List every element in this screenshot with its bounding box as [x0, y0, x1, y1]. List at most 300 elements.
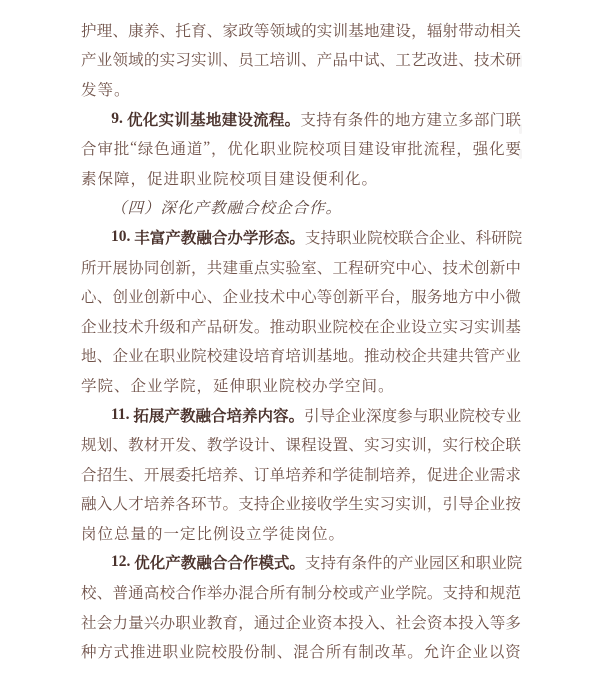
text-segment: 混 — [238, 585, 254, 603]
text-segment: 入 — [363, 614, 380, 632]
text-segment: 导 — [458, 496, 474, 514]
text-segment: 员 — [238, 52, 254, 70]
text-segment: 会 — [411, 614, 427, 632]
text-segment: 实 — [316, 22, 333, 40]
text-segment: 业 — [491, 555, 507, 573]
text-segment: 本 — [442, 614, 459, 632]
text-segment: 术 — [269, 289, 286, 307]
text-segment: 产 — [363, 585, 380, 603]
text-segment: 合 — [227, 555, 243, 573]
text-segment: 动 — [285, 318, 301, 336]
text-segment: 创 — [473, 259, 490, 277]
text-segment: 订 — [253, 466, 270, 484]
text-segment: 色 — [154, 141, 170, 159]
text-segment: 设 — [395, 22, 411, 40]
text-segment: 、 — [222, 52, 238, 70]
text-segment: ， — [395, 289, 411, 307]
text-segment: 、 — [379, 614, 396, 632]
text-segment: 、 — [206, 22, 223, 40]
text-segment: 专 — [490, 407, 506, 425]
text-segment: 12. — [111, 553, 135, 571]
text-segment: 院 — [506, 555, 523, 573]
text-segment: 通 — [170, 141, 187, 159]
text-segment: 艺 — [411, 52, 427, 70]
text-segment: 建 — [222, 259, 238, 277]
scan-artifact — [519, 124, 522, 134]
text-segment: 台 — [379, 289, 396, 307]
text-segment: 研 — [222, 318, 238, 336]
text-segment: （四）深化产教融合校企合作。 — [111, 200, 343, 218]
text-segment: 通 — [253, 614, 270, 632]
text-line — [81, 518, 521, 548]
text-segment: 资 — [426, 614, 443, 632]
text-segment: 拓 — [133, 407, 149, 425]
text-segment: 中 — [175, 289, 191, 307]
text-segment: 实 — [442, 318, 459, 336]
text-segment: 托 — [191, 466, 207, 484]
text-segment: 辐 — [426, 22, 443, 40]
text-segment: 发 — [175, 437, 191, 455]
text-segment: 各 — [175, 496, 191, 514]
text-segment: 、 — [112, 437, 128, 455]
text-segment: 程 — [348, 259, 364, 277]
text-segment: 中 — [348, 52, 364, 70]
text-segment: 混 — [293, 644, 309, 662]
text-segment: 审 — [97, 141, 113, 159]
text-segment: 引 — [442, 496, 459, 514]
text-segment: 化 — [489, 141, 505, 159]
text-segment: 开 — [143, 466, 160, 484]
text-segment: 训 — [332, 22, 349, 40]
text-segment: 带 — [458, 22, 474, 40]
text-segment: 持 — [316, 111, 332, 129]
text-segment: 课 — [285, 437, 301, 455]
text-segment: 养 — [395, 466, 411, 484]
text-segment: 融 — [195, 407, 211, 425]
text-segment: 批 — [113, 141, 130, 159]
text-segment: 企 — [458, 466, 474, 484]
text-segment: 持 — [253, 496, 270, 514]
text-segment: 和 — [473, 585, 490, 603]
text-segment: 室 — [301, 259, 317, 277]
text-segment: 点 — [253, 259, 270, 277]
text-segment: 高 — [143, 585, 160, 603]
text-segment: 、 — [96, 289, 113, 307]
text-segment: 校 — [81, 585, 97, 603]
text-segment: 态 — [273, 229, 290, 247]
text-segment: 职 — [159, 348, 176, 366]
text-segment: 育 — [269, 348, 286, 366]
text-segment: 实 — [473, 318, 490, 336]
text-segment: 习 — [379, 437, 396, 455]
text-segment: 支 — [300, 111, 316, 129]
text-segment: 院 — [332, 318, 349, 336]
text-segment: 同 — [143, 259, 160, 277]
text-segment: 建 — [379, 22, 396, 40]
text-segment: 。 — [289, 555, 305, 573]
text-segment: 范 — [505, 585, 521, 603]
text-segment: 、 — [426, 259, 443, 277]
text-segment: 。 — [253, 318, 270, 336]
text-segment: 院 — [506, 229, 523, 247]
text-segment: 、 — [316, 259, 333, 277]
text-segment: 域 — [128, 52, 144, 70]
text-segment: 学院、企业学院，延伸职业院校办学空间。 — [81, 377, 395, 395]
text-segment: 护 — [81, 22, 97, 40]
text-segment: 、 — [128, 466, 144, 484]
text-segment: 件 — [363, 111, 379, 129]
text-segment: ， — [191, 259, 207, 277]
text-line — [81, 104, 521, 134]
text-line — [81, 15, 521, 45]
text-segment: 工 — [395, 52, 411, 70]
text-segment: 、 — [96, 585, 113, 603]
text-line — [81, 193, 521, 223]
text-line — [81, 222, 521, 252]
text-segment: 有 — [331, 111, 348, 129]
text-segment: 、 — [460, 229, 476, 247]
text-segment: 设 — [237, 111, 253, 129]
text-segment: 融 — [81, 496, 97, 514]
text-segment: 育 — [191, 22, 207, 40]
text-segment: 企 — [269, 496, 286, 514]
text-segment: 企 — [285, 614, 301, 632]
text-segment: 院 — [191, 348, 207, 366]
text-segment: 学 — [332, 466, 349, 484]
text-segment: 养 — [222, 466, 238, 484]
text-segment: 校 — [206, 348, 223, 366]
text-segment: 化 — [142, 111, 159, 129]
text-segment: 训 — [411, 496, 427, 514]
text-segment: 企 — [429, 229, 445, 247]
text-segment: 许 — [439, 644, 456, 662]
text-segment: 培 — [269, 52, 286, 70]
text-segment: 推 — [269, 318, 286, 336]
text-segment: 求 — [505, 466, 521, 484]
text-segment: 素保障，促进职业院校项目建设便利化。 — [81, 170, 379, 188]
text-segment: 协 — [128, 259, 144, 277]
text-segment: 共 — [458, 348, 474, 366]
text-segment: 职 — [260, 141, 276, 159]
text-line — [81, 133, 521, 163]
text-segment: 新 — [175, 259, 191, 277]
text-segment: 实 — [159, 52, 176, 70]
text-segment: 相 — [489, 22, 506, 40]
text-segment: 实 — [395, 496, 411, 514]
text-segment: 过 — [269, 614, 286, 632]
text-segment: 关 — [505, 22, 521, 40]
text-segment: 内 — [257, 407, 274, 425]
text-segment: 校 — [211, 644, 228, 662]
text-segment: 审 — [390, 141, 407, 159]
text-segment: 升 — [143, 318, 160, 336]
text-segment: 社 — [81, 614, 97, 632]
text-segment: 展 — [112, 259, 128, 277]
text-segment: 流 — [253, 111, 269, 129]
text-segment: 条 — [347, 111, 364, 129]
text-segment: 、 — [191, 437, 207, 455]
text-segment: 化 — [149, 555, 166, 573]
text-segment: 式 — [113, 644, 130, 662]
text-segment: 服 — [411, 289, 427, 307]
text-segment: 计 — [253, 437, 270, 455]
text-segment: 所 — [325, 644, 342, 662]
text-segment: 强 — [472, 141, 489, 159]
text-segment: 培 — [379, 466, 396, 484]
text-segment: 培 — [143, 496, 160, 514]
text-segment: 推 — [363, 348, 380, 366]
text-segment: 培 — [285, 348, 301, 366]
text-segment: 技 — [253, 289, 270, 307]
text-segment: 合 — [211, 229, 228, 247]
text-segment: 。 — [289, 229, 305, 247]
text-segment: 丰 — [134, 229, 150, 247]
text-segment: 融 — [196, 555, 212, 573]
text-segment: 培 — [226, 407, 243, 425]
text-segment: 职 — [475, 555, 492, 573]
text-segment: 制 — [358, 644, 374, 662]
text-segment: 程 — [301, 437, 317, 455]
text-segment: 业 — [473, 466, 490, 484]
text-segment: 建 — [222, 348, 238, 366]
text-segment: 学 — [222, 437, 238, 455]
text-segment: 企 — [222, 289, 238, 307]
text-segment: 条 — [351, 555, 367, 573]
text-segment: 作 — [242, 555, 259, 573]
text-segment: 持 — [458, 585, 474, 603]
text-segment: 方 — [410, 111, 427, 129]
text-segment: 富 — [149, 229, 166, 247]
text-segment: 推 — [129, 644, 146, 662]
text-segment: 单 — [269, 466, 286, 484]
text-segment: 规 — [81, 437, 97, 455]
text-segment: 。 — [222, 496, 238, 514]
text-segment: 和 — [460, 555, 476, 573]
text-segment: 方 — [97, 644, 113, 662]
text-segment: 办 — [159, 614, 176, 632]
text-segment: 要 — [505, 141, 521, 159]
text-segment: 股 — [227, 644, 244, 662]
text-segment: 改 — [374, 644, 391, 662]
text-segment: 实 — [395, 437, 411, 455]
text-segment: 训 — [411, 437, 427, 455]
text-line — [81, 341, 521, 371]
text-segment: 企 — [489, 437, 506, 455]
text-segment: 形 — [258, 229, 274, 247]
text-segment: 投 — [458, 614, 474, 632]
text-segment: 接 — [301, 496, 317, 514]
text-segment: 材 — [143, 437, 160, 455]
text-segment: 建 — [442, 348, 459, 366]
text-segment: 、 — [159, 22, 176, 40]
text-segment: 件 — [366, 555, 383, 573]
text-segment: 参 — [397, 407, 413, 425]
text-segment: 企 — [81, 318, 97, 336]
text-segment: 业 — [395, 318, 411, 336]
text-segment: 的 — [379, 111, 395, 129]
text-line — [81, 548, 521, 578]
text-segment: 新 — [348, 289, 364, 307]
text-segment: 究 — [379, 259, 396, 277]
text-segment: 品 — [332, 52, 349, 70]
text-segment: 业 — [379, 585, 396, 603]
text-segment: 引 — [304, 407, 320, 425]
text-segment: ” — [203, 139, 211, 157]
text-segment: 校 — [473, 437, 490, 455]
text-segment: 校 — [382, 229, 399, 247]
text-segment: 的 — [301, 22, 317, 40]
text-segment: 程 — [440, 141, 456, 159]
text-segment: 。 — [348, 348, 364, 366]
text-segment: 业 — [301, 614, 317, 632]
text-segment: 会 — [96, 614, 113, 632]
text-segment: 批 — [407, 141, 423, 159]
text-segment: 产 — [191, 318, 207, 336]
text-segment: 展 — [148, 407, 165, 425]
text-segment: 目 — [341, 141, 358, 159]
text-segment: 企 — [456, 644, 472, 662]
text-segment: 多 — [458, 111, 474, 129]
text-segment: 、 — [238, 466, 254, 484]
text-line — [81, 281, 521, 311]
text-segment: 学 — [242, 229, 259, 247]
scan-artifact — [519, 149, 522, 159]
text-segment: 社 — [395, 614, 411, 632]
text-segment: 等 — [489, 614, 506, 632]
text-segment: 允 — [423, 644, 440, 662]
scan-artifact — [519, 55, 522, 67]
text-segment: 、 — [379, 52, 396, 70]
text-segment: 促 — [426, 466, 443, 484]
text-segment: 、 — [112, 22, 128, 40]
text-segment: 进 — [146, 644, 162, 662]
text-segment: 业 — [505, 348, 521, 366]
text-line — [81, 429, 521, 459]
text-segment: 校 — [474, 407, 491, 425]
text-segment: “ — [130, 139, 137, 157]
text-line — [81, 577, 521, 607]
text-segment: 院 — [459, 407, 475, 425]
text-segment: 深 — [366, 407, 382, 425]
text-segment: 培 — [253, 348, 270, 366]
text-segment: 学 — [395, 585, 411, 603]
text-segment: 产 — [81, 52, 97, 70]
text-segment: 分 — [316, 585, 333, 603]
text-segment: 联 — [505, 111, 521, 129]
text-segment: 实 — [158, 111, 175, 129]
text-segment: 招 — [96, 466, 113, 484]
text-line — [81, 45, 521, 75]
document-lines — [81, 15, 521, 666]
text-segment: 学 — [332, 496, 349, 514]
text-segment: 、 — [348, 437, 364, 455]
text-segment: 务 — [426, 289, 443, 307]
text-segment: 有 — [342, 644, 358, 662]
text-segment: 研 — [363, 259, 380, 277]
text-segment: 实 — [191, 52, 207, 70]
text-segment: 技 — [442, 259, 459, 277]
text-segment: 作 — [191, 585, 207, 603]
text-segment: 技 — [112, 318, 128, 336]
text-segment: 立 — [426, 318, 443, 336]
text-segment: 设 — [238, 437, 254, 455]
text-segment: 以 — [488, 644, 505, 662]
text-segment: 业 — [96, 52, 113, 70]
text-line — [81, 400, 521, 430]
text-segment: 支 — [304, 229, 321, 247]
text-segment: 节 — [206, 496, 223, 514]
text-segment: 术 — [128, 318, 144, 336]
text-segment: 工 — [332, 259, 349, 277]
text-segment: 心 — [411, 259, 427, 277]
text-segment: 支 — [304, 555, 321, 573]
text-segment: 合 — [309, 644, 325, 662]
text-segment: 需 — [489, 466, 506, 484]
text-segment: 平 — [363, 289, 380, 307]
text-segment: 训 — [174, 111, 190, 129]
text-segment: 有 — [335, 555, 352, 573]
text-segment: 开 — [96, 259, 113, 277]
text-segment: 置 — [332, 437, 349, 455]
text-segment: 多 — [505, 614, 521, 632]
text-segment: 级 — [159, 318, 176, 336]
text-segment: 委 — [175, 466, 191, 484]
text-segment: 持 — [320, 555, 336, 573]
text-segment: 业 — [505, 407, 522, 425]
text-segment: 中 — [395, 259, 411, 277]
text-segment: 生 — [348, 496, 364, 514]
text-line — [81, 370, 521, 400]
text-segment: ， — [426, 496, 443, 514]
text-segment: 创 — [143, 289, 160, 307]
text-segment: 区 — [444, 555, 461, 573]
text-segment: ， — [456, 141, 472, 159]
text-segment: 院 — [366, 229, 383, 247]
text-segment: 地 — [205, 111, 222, 129]
text-segment: 道 — [186, 141, 203, 159]
text-segment: 养 — [159, 496, 176, 514]
text-segment: 心 — [191, 289, 207, 307]
text-segment: 支 — [442, 585, 459, 603]
text-segment: 教 — [128, 437, 144, 455]
text-segment: 共 — [206, 259, 223, 277]
text-segment: 养 — [301, 466, 317, 484]
text-line — [81, 311, 521, 341]
text-segment: 创 — [332, 289, 349, 307]
text-segment: 训 — [285, 52, 301, 70]
text-segment: 产 — [398, 555, 414, 573]
text-segment: 兴 — [143, 614, 160, 632]
text-segment: 业 — [178, 644, 195, 662]
text-segment: 业 — [316, 318, 333, 336]
text-segment: 才 — [128, 496, 144, 514]
text-segment: 进 — [442, 52, 459, 70]
text-segment: 中 — [285, 289, 301, 307]
text-segment: 管 — [473, 348, 490, 366]
text-segment: 进 — [442, 466, 459, 484]
text-segment: 心 — [301, 289, 317, 307]
text-line — [81, 607, 521, 637]
text-segment: 。 — [407, 644, 423, 662]
text-segment: 产 — [489, 348, 506, 366]
text-segment: 养 — [143, 22, 160, 40]
text-segment: 习 — [458, 318, 474, 336]
text-segment: 等 — [316, 289, 333, 307]
text-segment: 业 — [350, 407, 367, 425]
text-segment: 教 — [180, 229, 197, 247]
text-segment: ， — [411, 22, 427, 40]
text-segment: 化 — [243, 141, 260, 159]
